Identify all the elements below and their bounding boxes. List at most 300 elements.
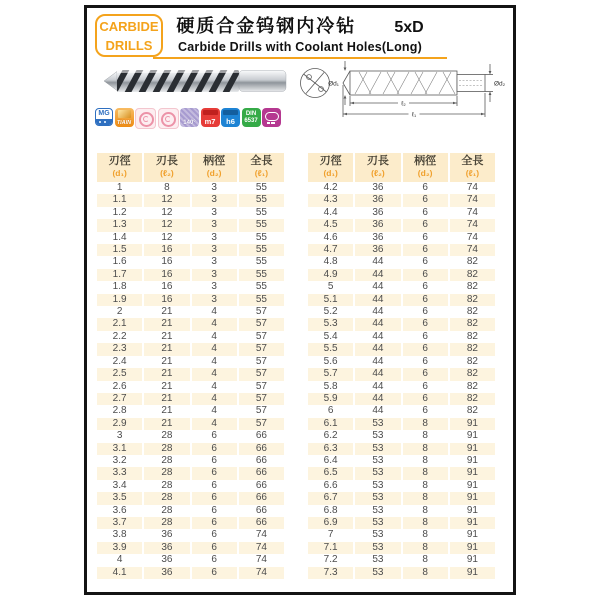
table-cell: 8 [422,529,428,541]
table-cell: 44 [372,256,384,268]
table-cell: 44 [355,368,400,380]
table-row [97,182,284,194]
table-row [308,505,495,517]
table-cell: 82 [466,281,478,293]
table-cell: 82 [450,393,495,405]
table-cell: 8 [403,492,448,504]
table-cell: 21 [144,368,189,380]
table-cell: 7.2 [323,554,338,566]
table-row [97,343,284,355]
table-cell: 55 [255,256,267,268]
table-cell: 3 [211,281,217,293]
table-cell: 91 [466,529,478,541]
table-cell: 36 [355,244,400,256]
table-cell: 57 [239,343,284,355]
table-cell: 1.2 [112,206,127,218]
table-row [308,393,495,405]
table-cell: 3 [192,219,237,231]
table-cell: 3 [116,430,123,442]
drill-tip [104,72,117,91]
table-cell: 1.8 [112,281,127,293]
table-cell: 8 [422,454,428,466]
table-cell: 82 [450,269,495,281]
table-cell: 53 [355,567,400,579]
table-cell: 55 [255,231,267,243]
table-cell: 57 [255,355,267,367]
table-cell: 4 [211,405,217,417]
internal-coolant-icon [262,108,281,127]
table-cell: 53 [372,454,384,466]
table-cell: 16 [144,244,189,256]
table-row [308,269,495,281]
table-cell: 74 [255,554,267,566]
table-row [308,232,495,244]
table-cell: 57 [255,306,267,318]
table-cell: 3.5 [97,492,142,504]
table-cell: 91 [450,542,495,554]
table-cell: 3.3 [97,467,142,479]
table-cell: 82 [450,294,495,306]
table-cell: 57 [239,418,284,430]
shank-tolerance-icon: h6 [221,108,240,127]
table-cell: 57 [255,330,267,342]
table-cell: 1.5 [97,244,142,256]
table-cell: 3 [192,294,237,306]
table-cell: 91 [450,467,495,479]
table-row [308,281,495,293]
table-cell: 6 [403,393,448,405]
table-cell: 66 [239,492,284,504]
table-row [308,455,495,467]
table-cell: 5.6 [323,355,338,367]
table-cell: 4.9 [308,269,353,281]
table-cell: 74 [450,194,495,206]
table-cell: 12 [144,219,189,231]
page-title-english: Carbide Drills with Coolant Holes(Long) [178,40,422,54]
size-code: 5xD [394,19,424,36]
table-row [308,542,495,554]
table-row [97,219,284,231]
table-cell: 8 [403,418,448,430]
table-row [97,418,284,430]
table-cell: 1 [116,182,123,193]
table-cell: 8 [422,554,428,566]
table-cell: 6.3 [308,443,353,455]
table-cell: 55 [239,269,284,281]
table-cell: 6 [192,567,237,579]
table-cell: 53 [355,467,400,479]
table-cell: 36 [161,554,173,566]
table-cell: 6 [422,256,428,268]
table-row [97,492,284,504]
table-cell: 6.1 [308,418,353,430]
table-cell: 55 [255,281,267,293]
table-cell: 16 [161,256,173,268]
table-cell: 44 [372,380,384,392]
table-cell: 4 [192,368,237,380]
table-cell: 21 [161,380,173,392]
dim-label-d1: Ød₁ [328,80,339,88]
table-cell: 53 [372,430,384,442]
table-cell: 4 [192,318,237,330]
table-cell: 6 [422,355,428,367]
table-cell: 6 [422,306,428,318]
table-row [97,269,284,281]
table-cell: 82 [466,306,478,318]
table-cell: 6 [403,269,448,281]
table-cell: 57 [239,318,284,330]
table-cell: 1.3 [97,219,142,231]
table-row [97,430,284,442]
col-header: 刃徑 (d₁) [97,153,142,182]
table-cell: 82 [450,318,495,330]
table-cell: 12 [144,194,189,206]
table-cell: 2.3 [97,343,142,355]
col-header: 刃長 (ℓ₂) [144,153,189,182]
table-cell: 2.7 [97,393,142,405]
table-cell: 3 [192,269,237,281]
table-cell: 91 [450,567,495,579]
table-cell: 82 [466,256,478,268]
table-cell: 16 [144,294,189,306]
table-cell: 16 [161,281,173,293]
table-cell: 6 [403,244,448,256]
table-cell: 3 [211,182,217,193]
table-row [97,505,284,517]
table-cell: 53 [372,479,384,491]
col-header: 柄徑 (d₂) [192,153,237,182]
table-cell: 82 [466,330,478,342]
table-cell: 12 [161,231,173,243]
table-cell: 8 [422,504,428,516]
col-header: 全長 (ℓ₁) [450,153,495,182]
table-row [308,480,495,492]
table-cell: 66 [255,479,267,491]
table-cell: 3 [192,244,237,256]
table-row [308,331,495,343]
table-cell: 4.4 [323,206,338,218]
table-cell: 36 [372,206,384,218]
table-cell: 1.6 [112,256,127,268]
table-cell: 5.2 [323,306,338,318]
table-cell: 82 [466,380,478,392]
table-cell: 21 [144,318,189,330]
catalog-page [84,5,516,595]
table-cell: 74 [450,244,495,256]
table-cell: 3.7 [97,517,142,529]
table-cell: 5.5 [308,343,353,355]
table-cell: 8 [403,542,448,554]
table-row [97,455,284,467]
table-cell: 6.4 [323,454,338,466]
table-row [308,244,495,256]
table-cell: 6 [422,380,428,392]
table-cell: 1.7 [97,269,142,281]
table-cell: 6.5 [308,467,353,479]
table-cell: 6.2 [323,430,338,442]
table-cell: 4 [116,554,123,566]
table-cell: 8 [422,479,428,491]
table-cell: 6 [211,529,217,541]
table-row [97,368,284,380]
table-row [308,567,495,579]
table-cell: 57 [255,405,267,417]
title-block [153,12,447,59]
table-cell: 91 [450,418,495,430]
table-cell: 6 [192,443,237,455]
table-row [97,232,284,244]
table-cell: 6 [422,182,428,193]
table-cell: 5.4 [323,330,338,342]
table-cell: 4 [192,418,237,430]
col-header: 柄徑 (d₂) [403,153,448,182]
table-row [97,194,284,206]
table-cell: 28 [161,479,173,491]
logo-line-1: CARBIDE [99,19,159,34]
table-cell: 91 [466,430,478,442]
din-6537-icon: DIN 6537 [242,108,261,127]
table-row [308,492,495,504]
table-cell: 6 [422,405,428,417]
table-cell: 5.7 [308,368,353,380]
table-row [308,430,495,442]
table-cell: 3 [211,231,217,243]
table-row [97,381,284,393]
table-cell: 8 [164,182,170,193]
table-cell: 28 [144,443,189,455]
table-row [97,281,284,293]
spec-table-left [95,153,286,579]
table-cell: 4.7 [308,244,353,256]
table-cell: 6 [192,542,237,554]
table-cell: 66 [255,454,267,466]
tialn-coating-icon: TiAlN [115,108,134,127]
table-row [97,331,284,343]
table-cell: 3.1 [97,443,142,455]
table-row [97,529,284,541]
table-cell: 6.8 [323,504,338,516]
table-cell: 53 [372,554,384,566]
table-cell: 1.4 [112,231,127,243]
table-cell: 3.4 [112,479,127,491]
table-cell: 55 [239,194,284,206]
table-cell: 82 [466,355,478,367]
table-cell: 3 [211,256,217,268]
table-cell: 5 [327,281,334,293]
table-cell: 44 [372,405,384,417]
table-cell: 5.1 [308,294,353,306]
table-cell: 6 [211,479,217,491]
table-cell: 5.9 [308,393,353,405]
table-cell: 7 [327,529,334,541]
table-cell: 2.4 [112,355,127,367]
table-cell: 6 [403,219,448,231]
table-cell: 3.2 [112,454,127,466]
table-cell: 44 [355,294,400,306]
table-row [308,318,495,330]
logo-line-2: DRILLS [105,37,153,53]
table-row [97,480,284,492]
table-cell: 8 [403,443,448,455]
title-row [153,12,447,38]
col-header: 刃徑 (d₁) [308,153,353,182]
table-cell: 21 [161,405,173,417]
table-cell: 36 [144,542,189,554]
table-cell: 57 [239,368,284,380]
table-cell: 3.9 [97,542,142,554]
table-row [308,256,495,268]
table-cell: 4 [211,355,217,367]
diameter-tolerance-icon: m7 [201,108,220,127]
table-cell: 7.3 [308,567,353,579]
table-cell: 6 [192,492,237,504]
table-cell: 82 [450,368,495,380]
table-row [97,318,284,330]
helix-icon [158,108,179,129]
table-cell: 36 [372,182,384,193]
table-cell: 2.5 [97,368,142,380]
table-cell: 91 [450,443,495,455]
table-cell: 53 [372,504,384,516]
table-cell: 6 [327,405,334,417]
table-cell: 6 [211,430,217,442]
table-cell: 8 [422,430,428,442]
table-row [97,542,284,554]
table-cell: 21 [144,343,189,355]
table-cell: 4 [192,343,237,355]
table-cell: 44 [355,318,400,330]
table-cell: 91 [466,454,478,466]
table-cell: 28 [144,467,189,479]
table-cell: 53 [355,418,400,430]
table-cell: 6 [192,517,237,529]
dim-label-d2: Ød₂ [494,80,506,88]
table-cell: 74 [466,231,478,243]
table-cell: 2.9 [97,418,142,430]
table-row [308,194,495,206]
table-cell: 66 [239,517,284,529]
dim-label-l2: ℓ₂ [401,100,406,108]
side-view-point [343,71,350,95]
table-cell: 91 [450,517,495,529]
table-cell: 6 [422,330,428,342]
table-cell: 82 [450,343,495,355]
table-row [97,443,284,455]
table-row [97,356,284,368]
table-cell: 44 [372,355,384,367]
spiral-flute-icon [135,108,156,129]
table-cell: 57 [239,393,284,405]
table-cell: 91 [450,492,495,504]
micro-grain-carbide-icon: MG [95,108,113,126]
table-cell: 6 [403,194,448,206]
table-cell: 21 [144,418,189,430]
table-cell: 44 [372,330,384,342]
table-cell: 4 [211,306,217,318]
table-cell: 53 [355,443,400,455]
table-cell: 3.8 [112,529,127,541]
table-cell: 66 [255,430,267,442]
table-cell: 6 [422,281,428,293]
table-cell: 36 [161,529,173,541]
table-row [308,343,495,355]
table-cell: 91 [466,554,478,566]
table-cell: 6 [192,467,237,479]
table-cell: 28 [144,492,189,504]
table-row [308,443,495,455]
table-cell: 28 [161,430,173,442]
table-row [308,294,495,306]
table-cell: 4 [211,380,217,392]
side-view-body [350,71,457,95]
table-row [308,405,495,417]
table-cell: 44 [355,343,400,355]
table-row [97,207,284,219]
drill-shank [239,71,286,92]
table-cell: 55 [239,244,284,256]
table-cell: 44 [355,393,400,405]
table-cell: 44 [372,306,384,318]
table-cell: 53 [355,517,400,529]
table-cell: 53 [372,529,384,541]
table-cell: 8 [403,467,448,479]
table-cell: 4.2 [323,182,338,193]
dim-label-l1: ℓ₁ [411,111,417,119]
table-row [97,517,284,529]
table-row [308,529,495,541]
col-header: 刃長 (ℓ₂) [355,153,400,182]
table-cell: 6 [403,343,448,355]
table-cell: 55 [255,182,267,193]
table-cell: 6 [211,504,217,516]
table-cell: 74 [466,182,478,193]
table-cell: 3 [192,194,237,206]
col-header: 全長 (ℓ₁) [239,153,284,182]
table-row [308,368,495,380]
table-cell: 36 [372,231,384,243]
table-cell: 6 [422,231,428,243]
table-cell: 28 [144,517,189,529]
table-row [308,467,495,479]
table-row [308,306,495,318]
table-cell: 3.6 [112,504,127,516]
table-cell: 55 [255,206,267,218]
table-cell: 4 [192,393,237,405]
table-row [308,356,495,368]
table-cell: 21 [161,330,173,342]
table-cell: 66 [239,443,284,455]
table-row [97,467,284,479]
feature-badges [95,108,281,129]
table-cell: 36 [144,567,189,579]
table-cell: 55 [239,294,284,306]
table-cell: 5.3 [308,318,353,330]
table-cell: 1.1 [97,194,142,206]
table-cell: 74 [450,219,495,231]
table-cell: 6 [403,318,448,330]
table-cell: 91 [466,504,478,516]
table-cell: 2 [116,306,123,318]
table-row [308,517,495,529]
table-row [97,294,284,306]
table-cell: 82 [466,405,478,417]
dimension-diagram [293,58,514,120]
table-cell: 2.8 [112,405,127,417]
table-cell: 44 [372,281,384,293]
table-cell: 6 [403,368,448,380]
table-cell: 4.6 [323,231,338,243]
table-row [97,393,284,405]
